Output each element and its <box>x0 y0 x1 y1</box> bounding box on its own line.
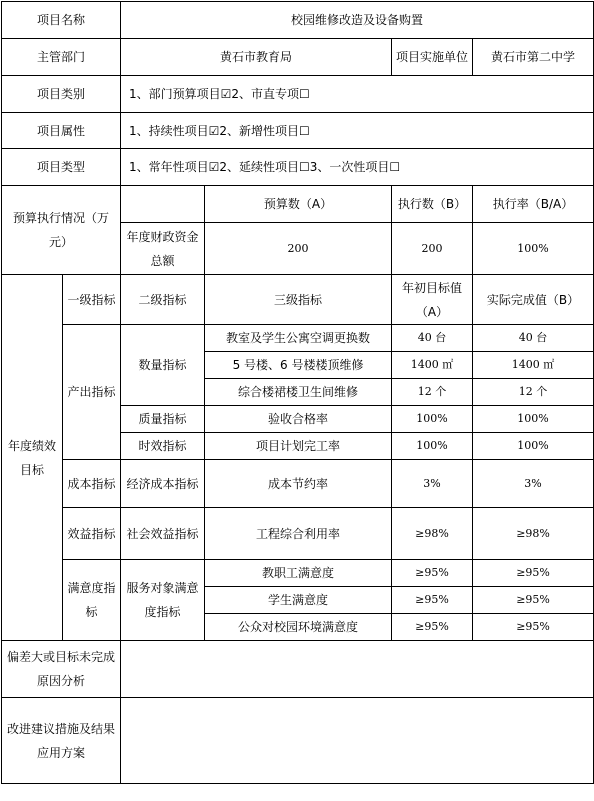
budget-value: 200 <box>205 223 392 275</box>
output-label: 产出指标 <box>63 325 121 460</box>
quality-label: 质量指标 <box>121 406 205 433</box>
indicator-name: 公众对校园环境满意度 <box>205 614 392 641</box>
indicator-name: 教职工满意度 <box>205 560 392 587</box>
indicator-target: 1400 ㎡ <box>392 352 473 379</box>
indicator-actual: ≥95% <box>473 587 594 614</box>
header-level1: 一级指标 <box>63 275 121 325</box>
improvement-label: 改进建议措施及结果应用方案 <box>2 698 121 784</box>
timeliness-label: 时效指标 <box>121 433 205 460</box>
header-actual: 实际完成值（B） <box>473 275 594 325</box>
indicator-target: 40 台 <box>392 325 473 352</box>
indicator-actual: ≥95% <box>473 614 594 641</box>
deviation-value <box>121 641 594 698</box>
indicator-actual: 40 台 <box>473 325 594 352</box>
unit-value: 黄石市第二中学 <box>473 39 594 76</box>
indicator-name: 成本节约率 <box>205 460 392 508</box>
indicator-target: 12 个 <box>392 379 473 406</box>
indicator-name: 项目计划完工率 <box>205 433 392 460</box>
budget-row-label: 年度财政资金总额 <box>121 223 205 275</box>
satisfaction-label: 满意度指标 <box>63 560 121 641</box>
exec-value: 200 <box>392 223 473 275</box>
attribute-label: 项目属性 <box>2 113 121 149</box>
indicator-actual: 12 个 <box>473 379 594 406</box>
budget-col-rate: 执行率（B/A） <box>473 186 594 223</box>
indicator-name: 5 号楼、6 号楼楼顶维修 <box>205 352 392 379</box>
indicator-name: 工程综合利用率 <box>205 508 392 560</box>
benefit-label: 效益指标 <box>63 508 121 560</box>
attribute-value: 1、持续性项目☑2、新增性项目☐ <box>121 113 594 149</box>
rate-value: 100% <box>473 223 594 275</box>
indicator-actual: 3% <box>473 460 594 508</box>
dept-value: 黄石市教育局 <box>121 39 392 76</box>
improvement-value <box>121 698 594 784</box>
header-level3: 三级指标 <box>205 275 392 325</box>
cost-label: 成本指标 <box>63 460 121 508</box>
category-label: 项目类别 <box>2 76 121 113</box>
project-name-value: 校园维修改造及设备购置 <box>121 2 594 39</box>
indicator-target: ≥95% <box>392 587 473 614</box>
header-target: 年初目标值（A） <box>392 275 473 325</box>
category-value: 1、部门预算项目☑2、市直专项☐ <box>121 76 594 113</box>
indicator-target: ≥95% <box>392 614 473 641</box>
budget-col-budget: 预算数（A） <box>205 186 392 223</box>
deviation-label: 偏差大或目标未完成原因分析 <box>2 641 121 698</box>
indicator-name: 验收合格率 <box>205 406 392 433</box>
performance-label: 年度绩效目标 <box>2 275 63 641</box>
indicator-name: 教室及学生公寓空调更换数 <box>205 325 392 352</box>
unit-label: 项目实施单位 <box>392 39 473 76</box>
quantity-label: 数量指标 <box>121 325 205 406</box>
indicator-target: 3% <box>392 460 473 508</box>
social-benefit-label: 社会效益指标 <box>121 508 205 560</box>
indicator-target: ≥98% <box>392 508 473 560</box>
type-value: 1、常年性项目☑2、延续性项目☐3、一次性项目☐ <box>121 149 594 186</box>
service-satisfaction-label: 服务对象满意度指标 <box>121 560 205 641</box>
indicator-name: 学生满意度 <box>205 587 392 614</box>
indicator-actual: 100% <box>473 406 594 433</box>
performance-evaluation-table <box>1 1 594 784</box>
type-label: 项目类型 <box>2 149 121 186</box>
indicator-target: ≥95% <box>392 560 473 587</box>
indicator-name: 综合楼裙楼卫生间维修 <box>205 379 392 406</box>
project-name-label: 项目名称 <box>2 2 121 39</box>
budget-label: 预算执行情况（万元） <box>2 186 121 275</box>
indicator-target: 100% <box>392 433 473 460</box>
indicator-actual: ≥98% <box>473 508 594 560</box>
budget-col-exec: 执行数（B） <box>392 186 473 223</box>
indicator-actual: ≥95% <box>473 560 594 587</box>
indicator-actual: 1400 ㎡ <box>473 352 594 379</box>
indicator-target: 100% <box>392 406 473 433</box>
indicator-actual: 100% <box>473 433 594 460</box>
header-level2: 二级指标 <box>121 275 205 325</box>
dept-label: 主管部门 <box>2 39 121 76</box>
econ-cost-label: 经济成本指标 <box>121 460 205 508</box>
